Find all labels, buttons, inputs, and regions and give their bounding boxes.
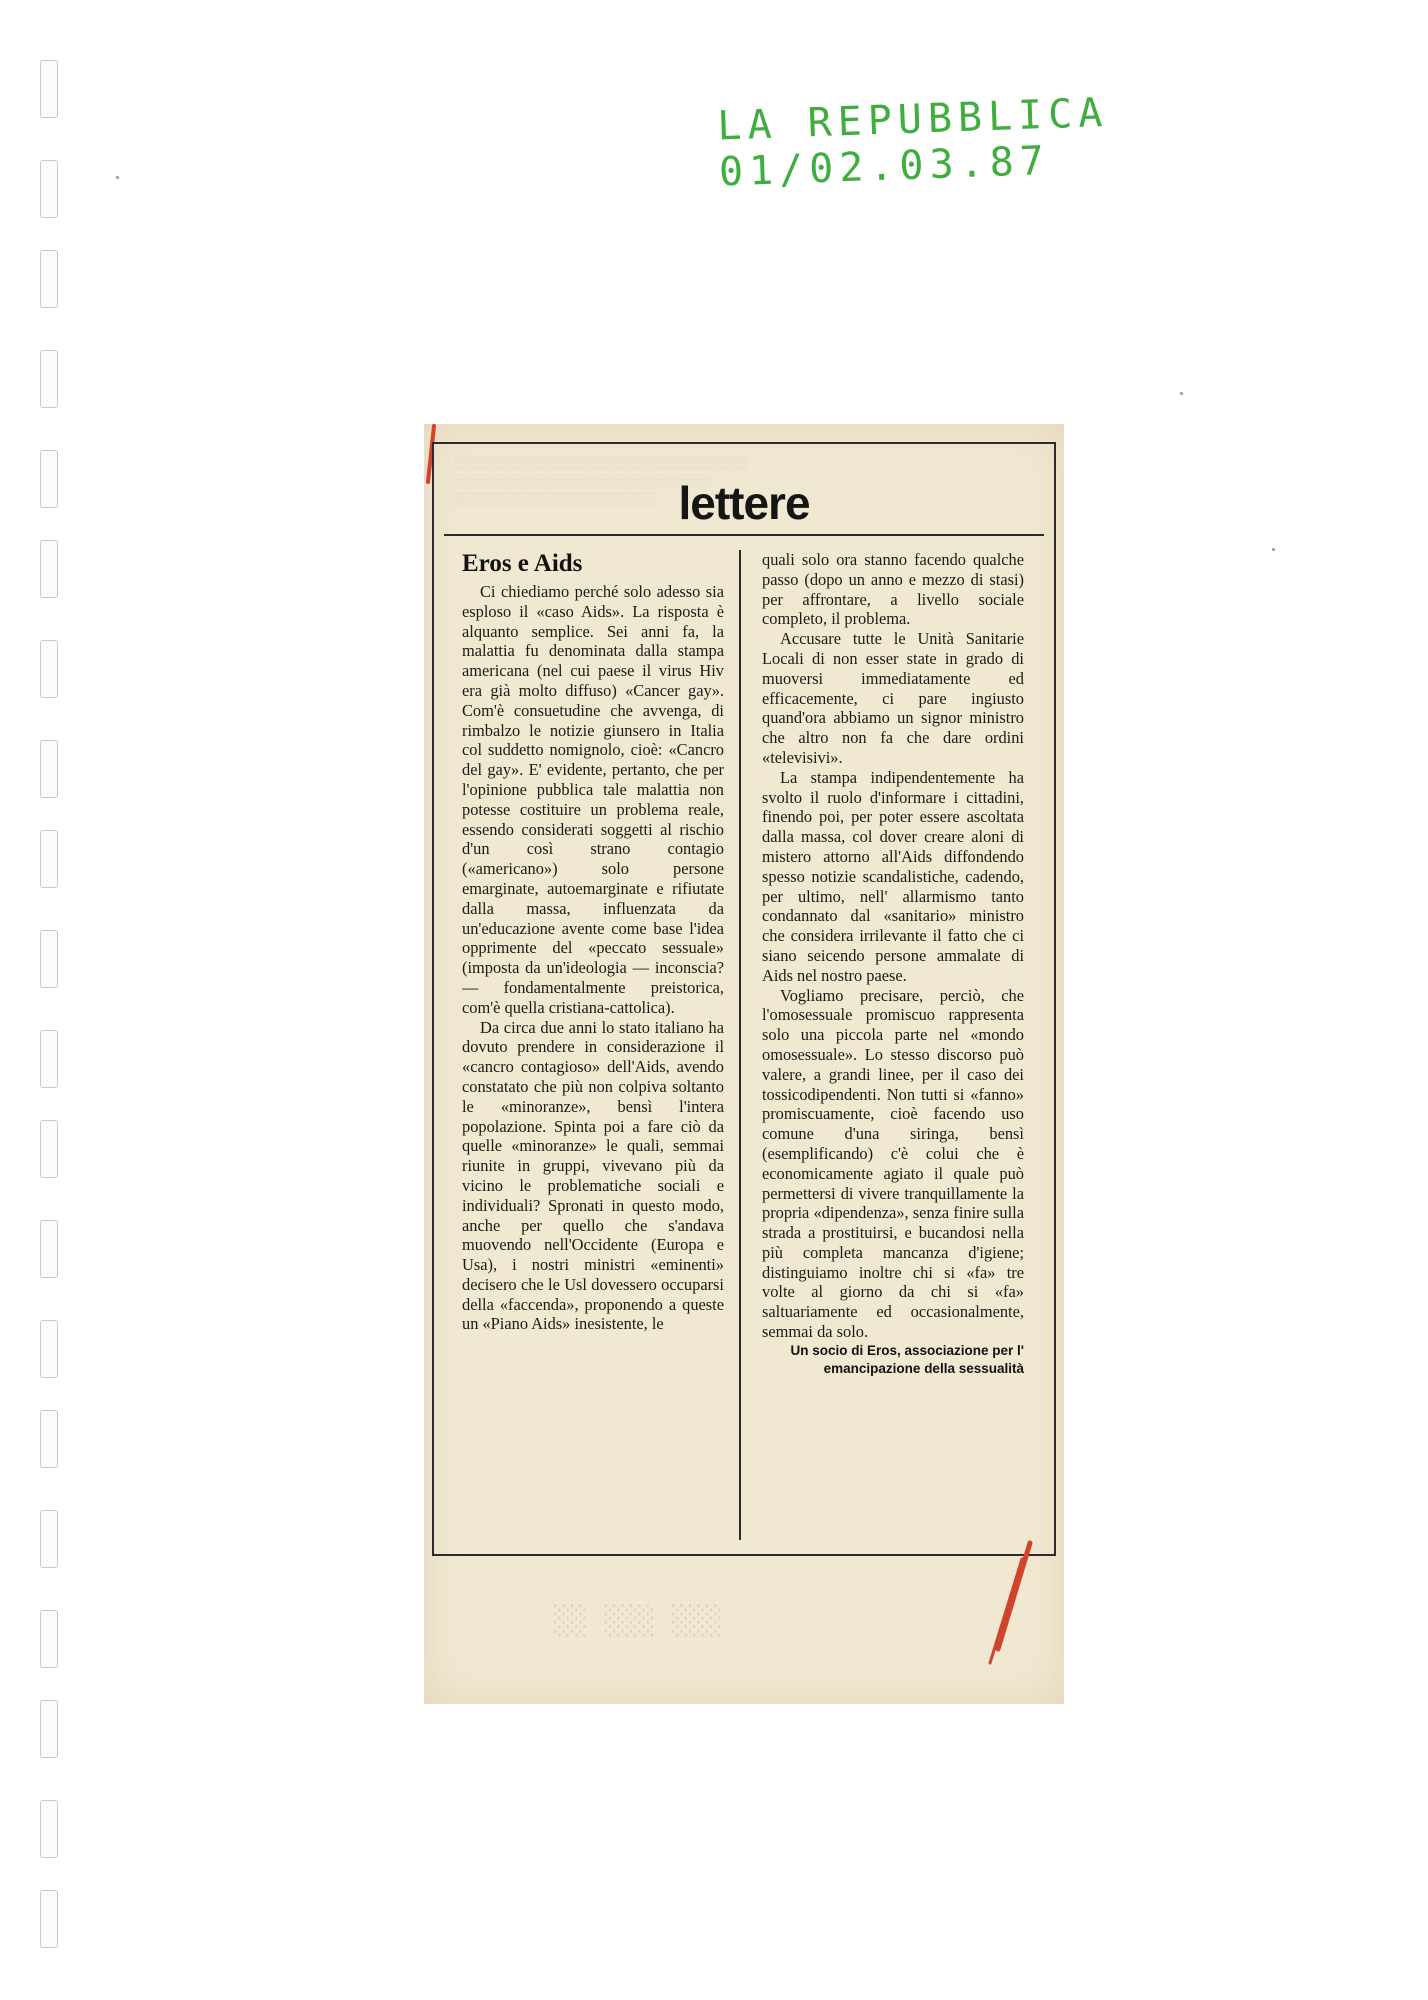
binder-hole bbox=[40, 1610, 58, 1668]
binder-hole bbox=[40, 250, 58, 308]
binder-hole bbox=[40, 1700, 58, 1758]
binder-hole bbox=[40, 930, 58, 988]
binder-hole bbox=[40, 640, 58, 698]
binder-holes bbox=[40, 40, 70, 1960]
binder-hole bbox=[40, 450, 58, 508]
letter-signature: Un socio di Eros, associazione per l' emancipazione della sessualità bbox=[790, 1342, 1024, 1376]
heading-rule bbox=[444, 534, 1044, 536]
newspaper-clipping bbox=[424, 424, 1064, 1704]
show-through-text: ░░░░░░░░░░░░░░░░░░░░░░░░░░░░░░░░ ░░░░░░░░░░░░░░░░░░░░░░░░░░░░ ░░░░░░░░░░░░░░░░░░░░░░ bbox=[454, 455, 749, 506]
paragraph: Accusare tutte le Unità Sanitarie Locali di non esser state in grado di muoversi immediatamente ed efficacemente, ci pare ingiusto quand'ora abbiamo un signor ministro che altro non fa che dare ordini «televisivi». bbox=[762, 629, 1024, 767]
binder-hole bbox=[40, 350, 58, 408]
paragraph: Ci chiediamo perché solo adesso sia esploso il «caso Aids». La risposta è alquanto semplice. Sei anni fa, la malattia fu denominata dalla stampa americana (nel cui paese il virus Hiv era già molto diffuso) «Cancer gay». Com'è consuetudine che avvenga, di rimbalzo le notizie giunsero in Italia col suddetto nomignolo, cioè: «Cancro del gay». E' evidente, pertanto, che per l'opinione pubblica tale malattia non potesse costituire un problema reale, essendo considerati soggetti al rischio d'un così strano contagio («americano») solo persone emarginate, autoemarginate e rifiutate dalla massa, influenzata da un'educazione avente come base l'idea opprimente del «peccato sessuale» (imposta da un'ideologia — inconscia? — fondamentalmente preistorica, com'è quella cristiana-cattolica). bbox=[462, 582, 724, 1017]
paragraph: Vogliamo precisare, perciò, che l'omosessuale promiscuo rappresenta solo una piccola parte nel «mondo omosessuale». Lo stesso discorso può valere, a grandi linee, per il caso dei tossicodipendenti. Non tutti si «fanno» promiscuamente, cioè facendo uso comune d'una siringa, bensì (esemplificando) c'è colui che è economicamente agiato il quale può permettersi di vivere tranquillamente la propria «dipendenza», senza finire sulla strada a prostituirsi, e bucandosi nella più completa mancanza d'igiene; distinguiamo inoltre chi si «fa» tre volte al giorno da chi si «fa» saltuariamente ed occasionalmente, semmai da solo. bbox=[762, 985, 1024, 1342]
article-title: Eros e Aids bbox=[462, 550, 583, 577]
faint-pencil-mark: ░░ ░░░ ░░░ bbox=[554, 1604, 723, 1637]
paper-speck bbox=[116, 176, 119, 179]
binder-hole bbox=[40, 1320, 58, 1378]
binder-hole bbox=[40, 1220, 58, 1278]
binder-hole bbox=[40, 1120, 58, 1178]
paragraph: Da circa due anni lo stato italiano ha dovuto prendere in considerazione il «cancro contagioso» dell'Aids, avendo constatato che più non colpiva soltanto le «minoranze», bensì l'intera popolazione. Spinta poi a fare ciò da quelle «minoranze» le quali, semmai riunite in gruppi, vivevano più da vicino le problematiche sociali e individuali? Spronati in questo modo, anche per quello che s'andava muovendo nell'Occidente (Europa e Usa), i nostri ministri «eminenti» decisero che le Usl dovessero occuparsi della «faccenda», proponendo a queste un «Piano Aids» inesistente, le bbox=[462, 1017, 724, 1334]
left-column bbox=[462, 550, 724, 1540]
paper-speck bbox=[1180, 392, 1183, 395]
paragraph: quali solo ora stanno facendo qualche passo (dopo un anno e mezzo di stasi) per affrontare, a livello sociale completo, il problema. bbox=[762, 550, 1024, 629]
binder-hole bbox=[40, 1510, 58, 1568]
paragraph: La stampa indipendentemente ha svolto il ruolo d'informare i cittadini, finendo poi, per poter essere ascoltata dalla massa, col dover creare aloni di mistero attorno all'Aids diffondendo spesso notizie scandalistiche, cadendo, per ultimo, nell' allarmismo tanto condannato dal «sanitario» ministro che considera irrilevante il fatto che ci siano seicendo persone ammalate di Aids nel nostro paese. bbox=[762, 767, 1024, 985]
binder-hole bbox=[40, 160, 58, 218]
binder-hole bbox=[40, 540, 58, 598]
binder-hole bbox=[40, 1030, 58, 1088]
binder-hole bbox=[40, 60, 58, 118]
binder-hole bbox=[40, 1890, 58, 1948]
handwritten-annotation: LA REPUBBLICA 01/02.03.87 bbox=[716, 89, 1110, 196]
column-divider bbox=[739, 550, 741, 1540]
clipping-frame bbox=[432, 442, 1056, 1556]
red-marker-stroke-bottom bbox=[980, 1539, 1040, 1669]
binder-hole bbox=[40, 1800, 58, 1858]
binder-hole bbox=[40, 830, 58, 888]
right-column bbox=[762, 550, 1024, 1540]
paper-speck bbox=[1272, 548, 1275, 551]
binder-hole bbox=[40, 740, 58, 798]
binder-hole bbox=[40, 1410, 58, 1468]
section-heading: lettere bbox=[678, 477, 810, 529]
